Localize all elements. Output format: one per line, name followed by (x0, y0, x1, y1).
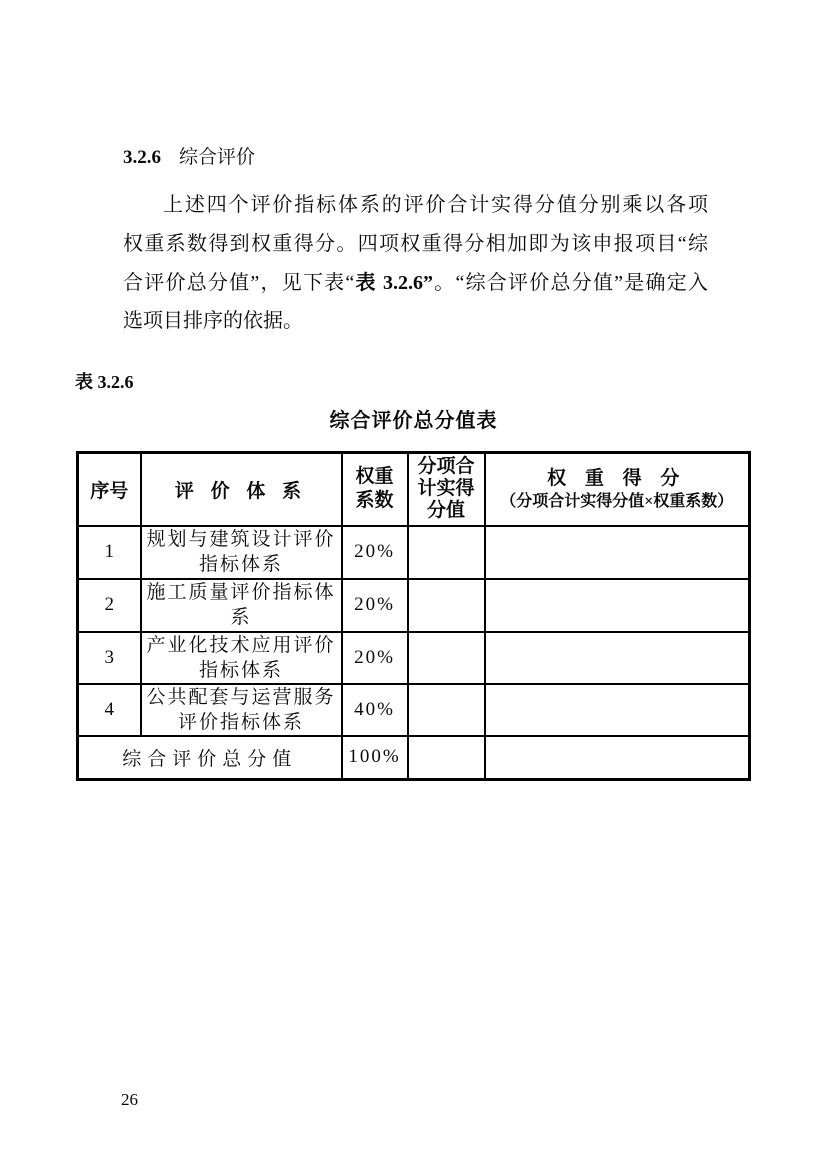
header-weight-line2: 系数 (355, 490, 394, 512)
row-system: 施工质量评价指标体系 (141, 579, 342, 632)
table-row (78, 526, 750, 579)
table-row (78, 632, 750, 684)
table-label: 表 3.2.6 (75, 372, 134, 392)
row-weight: 20% (342, 632, 408, 684)
header-subtotal-score (408, 453, 485, 526)
row-score-cell (408, 526, 485, 579)
row-weighted-cell (485, 632, 750, 684)
header-weighted-score-title: 权 重 得 分 (547, 468, 687, 490)
paragraph-line-1: 上述四个评价指标体系的评价合计实得分值分别乘以各项 (163, 194, 708, 216)
header-subtotal-line2: 计实得 (417, 478, 475, 500)
table-reference-bold: 表 3.2.6” (354, 271, 433, 294)
header-weighted-score (485, 453, 750, 526)
total-score-cell (408, 736, 485, 780)
paragraph-line-3 (123, 264, 708, 303)
row-system: 公共配套与运营服务评价指标体系 (141, 684, 342, 736)
page-number: 26 (121, 1090, 138, 1109)
header-evaluation-system: 评 价 体 系 (141, 453, 342, 526)
row-system: 产业化技术应用评价指标体系 (141, 632, 342, 684)
total-weight: 100% (342, 736, 408, 780)
paragraph-line-3-post: 。“综合评价总分值”是确定入 (433, 271, 708, 294)
row-score-cell (408, 632, 485, 684)
section-heading (123, 142, 255, 169)
header-subtotal-line3: 分值 (426, 500, 465, 522)
row-number: 2 (78, 579, 141, 632)
row-weight: 40% (342, 684, 408, 736)
row-system: 规划与建筑设计评价指标体系 (141, 526, 342, 579)
table-row (78, 684, 750, 736)
header-serial-number: 序号 (78, 453, 141, 526)
paragraph-line-4: 选项目排序的依据。 (123, 310, 303, 333)
total-weighted-cell (485, 736, 750, 780)
header-weight-line1: 权重 (355, 466, 394, 488)
table-title: 综合评价总分值表 (329, 410, 498, 432)
row-weighted-cell (485, 684, 750, 736)
body-paragraph (123, 186, 708, 341)
row-weighted-cell (485, 579, 750, 632)
header-weighted-score-formula: （分项合计实得分值×权重系数） (500, 493, 734, 511)
row-number: 3 (78, 632, 141, 684)
section-number: 3.2.6 (123, 147, 161, 168)
paragraph-line-2: 权重系数得到权重得分。四项权重得分相加即为该申报项目“综 (123, 232, 708, 255)
row-score-cell (408, 579, 485, 632)
row-weight: 20% (342, 579, 408, 632)
score-table (76, 451, 751, 781)
header-weight-coefficient (342, 453, 408, 526)
row-number: 1 (78, 526, 141, 579)
table-total-row (78, 736, 750, 780)
table-header-row (78, 453, 750, 526)
total-label: 综合评价总分值 (78, 736, 342, 780)
header-subtotal-line1: 分项合 (417, 456, 475, 478)
section-title: 综合评价 (179, 147, 256, 168)
row-number: 4 (78, 684, 141, 736)
paragraph-line-3-pre: 合评价总分值”，见下表“ (123, 271, 355, 294)
row-weighted-cell (485, 526, 750, 579)
table-row (78, 579, 750, 632)
row-weight: 20% (342, 526, 408, 579)
row-score-cell (408, 684, 485, 736)
